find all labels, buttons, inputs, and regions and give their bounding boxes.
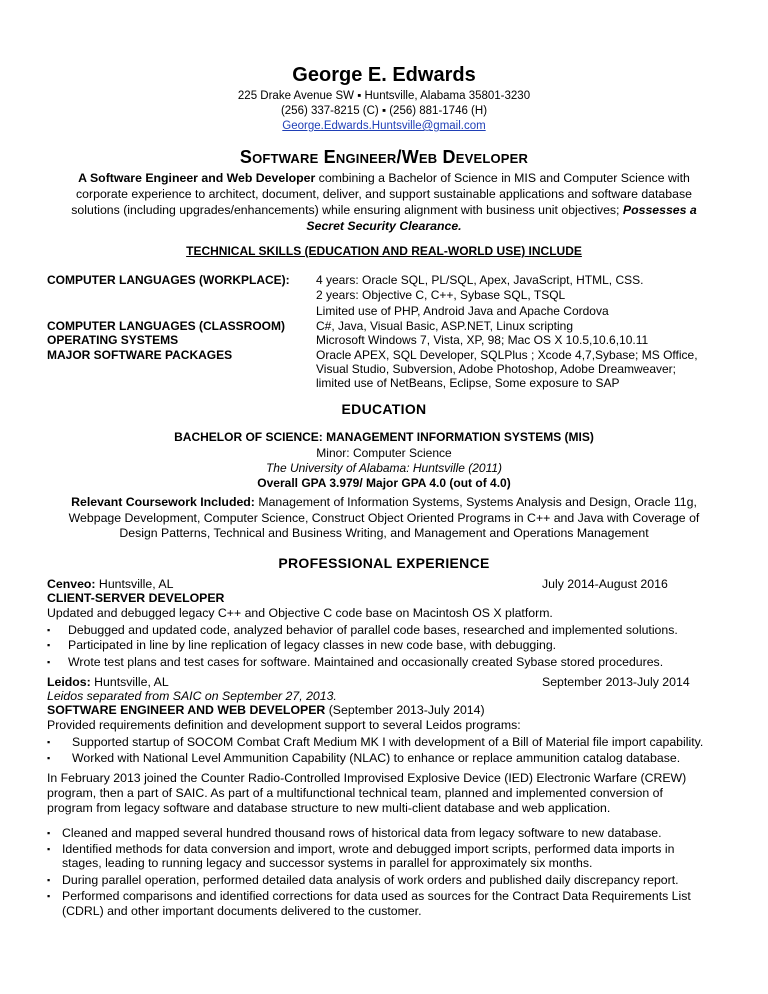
candidate-name: George E. Edwards bbox=[292, 64, 476, 86]
job-summary: Updated and debugged legacy C++ and Objective C code base on Macintosh OS X platform. bbox=[47, 606, 553, 620]
professional-title: Software Engineer/Web Developer bbox=[239, 147, 529, 167]
list-item: Participated in line by line replication of legacy classes in new code base, with debugging. bbox=[68, 638, 557, 652]
list-item: Cleaned and mapped several hundred thousand rows of historical data from legacy software to new database. bbox=[62, 826, 662, 840]
coursework-line-3: Design Patterns, Technical and Business Writing, and Management and Operations Management bbox=[119, 526, 649, 540]
summary-line-3: solutions (including upgrades/enhancements) while ensuring alignment with business unit objectives; Possesses a bbox=[71, 203, 697, 217]
bullet-icon: ▪ bbox=[47, 657, 51, 667]
bullet-icon: ▪ bbox=[47, 753, 51, 763]
job-summary: Provided requirements definition and development support to several Leidos programs: bbox=[47, 718, 521, 732]
bullet-icon: ▪ bbox=[47, 891, 51, 901]
skill-label-classroom: COMPUTER LANGUAGES (CLASSROOM) bbox=[47, 319, 285, 333]
skill-value: 2 years: Objective C, C++, Sybase SQL, TSQL bbox=[316, 288, 566, 302]
job-dates: July 2014-August 2016 bbox=[542, 577, 668, 591]
job-role-line: SOFTWARE ENGINEER AND WEB DEVELOPER (September 2013-July 2014) bbox=[47, 703, 485, 717]
job-paragraph: In February 2013 joined the Counter Radio-Controlled Improvised Explosive Device (IED) Electronic Warfare (CREW) bbox=[47, 771, 687, 785]
job-paragraph: program from legacy software and database structure to new multi-client database and web application. bbox=[47, 801, 611, 815]
bullet-icon: ▪ bbox=[47, 875, 51, 885]
phone-numbers: (256) 337-8215 (C) ▪ (256) 881-1746 (H) bbox=[280, 105, 488, 117]
coursework-line-1: Relevant Coursework Included: Management of Information Systems, Systems Analysis and Design, Oracle 11g, bbox=[71, 495, 697, 509]
minor: Minor: Computer Science bbox=[316, 446, 452, 460]
summary-line-2: corporate experience to architect, document, deliver, and support sustainable applications and software database bbox=[76, 187, 692, 201]
list-item: Debugged and updated code, analyzed behavior of parallel code bases, researched and implemented solutions. bbox=[68, 623, 678, 637]
summary-line-4: Secret Security Clearance. bbox=[306, 219, 462, 233]
list-item: Supported startup of SOCOM Combat Craft Medium MK I with development of a Bill of Material file import capability. bbox=[72, 735, 704, 749]
bullet-icon: ▪ bbox=[47, 640, 51, 650]
list-item: During parallel operation, performed detailed data analysis of work orders and published daily discrepancy report. bbox=[62, 873, 679, 887]
list-item-continued: (CDRL) and other important documents delivered to the customer. bbox=[62, 904, 422, 918]
gpa: Overall GPA 3.979/ Major GPA 4.0 (out of 4.0) bbox=[257, 476, 511, 490]
experience-heading: PROFESSIONAL EXPERIENCE bbox=[278, 555, 490, 571]
bullet-icon: ▪ bbox=[47, 844, 51, 854]
skill-value: Microsoft Windows 7, Vista, XP, 98; Mac OS X 10.5,10.6,10.11 bbox=[316, 333, 649, 347]
skill-value: 4 years: Oracle SQL, PL/SQL, Apex, JavaScript, HTML, CSS. bbox=[316, 273, 644, 287]
skill-value: C#, Java, Visual Basic, ASP.NET, Linux scripting bbox=[316, 319, 574, 333]
list-item: Wrote test plans and test cases for software. Maintained and occasionally created Sybase stored procedures. bbox=[68, 655, 664, 669]
job-note: Leidos separated from SAIC on September 27, 2013. bbox=[47, 689, 337, 703]
skill-label-packages: MAJOR SOFTWARE PACKAGES bbox=[47, 348, 233, 362]
address: 225 Drake Avenue SW ▪ Huntsville, Alabama 35801-3230 bbox=[237, 90, 531, 102]
list-item: Performed comparisons and identified corrections for data used as sources for the Contract Data Requirements List bbox=[62, 889, 691, 903]
skill-label-os: OPERATING SYSTEMS bbox=[47, 333, 179, 347]
coursework-line-2: Webpage Development, Computer Science, Construct Object Oriented Programs in C++ and Java with Coverage of bbox=[68, 511, 700, 525]
skill-value: limited use of NetBeans, Eclipse, Some exposure to SAP bbox=[316, 376, 620, 390]
bullet-icon: ▪ bbox=[47, 828, 51, 838]
skill-value: Visual Studio, Subversion, Adobe Photoshop, Adobe Dreamweaver; bbox=[316, 362, 677, 376]
skill-value: Limited use of PHP, Android Java and Apache Cordova bbox=[316, 304, 609, 318]
bullet-icon: ▪ bbox=[47, 737, 51, 747]
list-item: Identified methods for data conversion and import, wrote and debugged import scripts, performed data imports in bbox=[62, 842, 675, 856]
job-dates: September 2013-July 2014 bbox=[542, 675, 690, 689]
education-heading: EDUCATION bbox=[341, 401, 427, 417]
list-item-continued: stages, leading to running legacy and successor systems in parallel for approximately six months. bbox=[62, 856, 593, 870]
job-role: CLIENT-SERVER DEVELOPER bbox=[47, 591, 225, 605]
summary-line-1: A Software Engineer and Web Developer combining a Bachelor of Science in MIS and Computer Science with bbox=[78, 171, 690, 185]
job-company-line: Leidos: Huntsville, AL bbox=[47, 675, 169, 689]
degree: BACHELOR OF SCIENCE: MANAGEMENT INFORMATION SYSTEMS (MIS) bbox=[174, 430, 594, 444]
job-paragraph: program, then a part of SAIC. As part of a multifunctional technical team, planned and implemented conversion of bbox=[47, 786, 663, 800]
bullet-icon: ▪ bbox=[47, 625, 51, 635]
skill-value: Oracle APEX, SQL Developer, SQLPlus ; Xcode 4,7,Sybase; MS Office, bbox=[316, 348, 698, 362]
job-company-line: Cenveo: Huntsville, AL bbox=[47, 577, 174, 591]
school: The University of Alabama: Huntsville (2011) bbox=[265, 461, 503, 475]
email-link[interactable]: George.Edwards.Huntsville@gmail.com bbox=[282, 120, 486, 132]
skill-label-workplace: COMPUTER LANGUAGES (WORKPLACE): bbox=[47, 273, 290, 287]
skills-heading: TECHNICAL SKILLS (EDUCATION AND REAL-WORLD USE) INCLUDE bbox=[186, 244, 582, 258]
list-item: Worked with National Level Ammunition Capability (NLAC) to enhance or replace ammunition catalog database. bbox=[72, 751, 681, 765]
